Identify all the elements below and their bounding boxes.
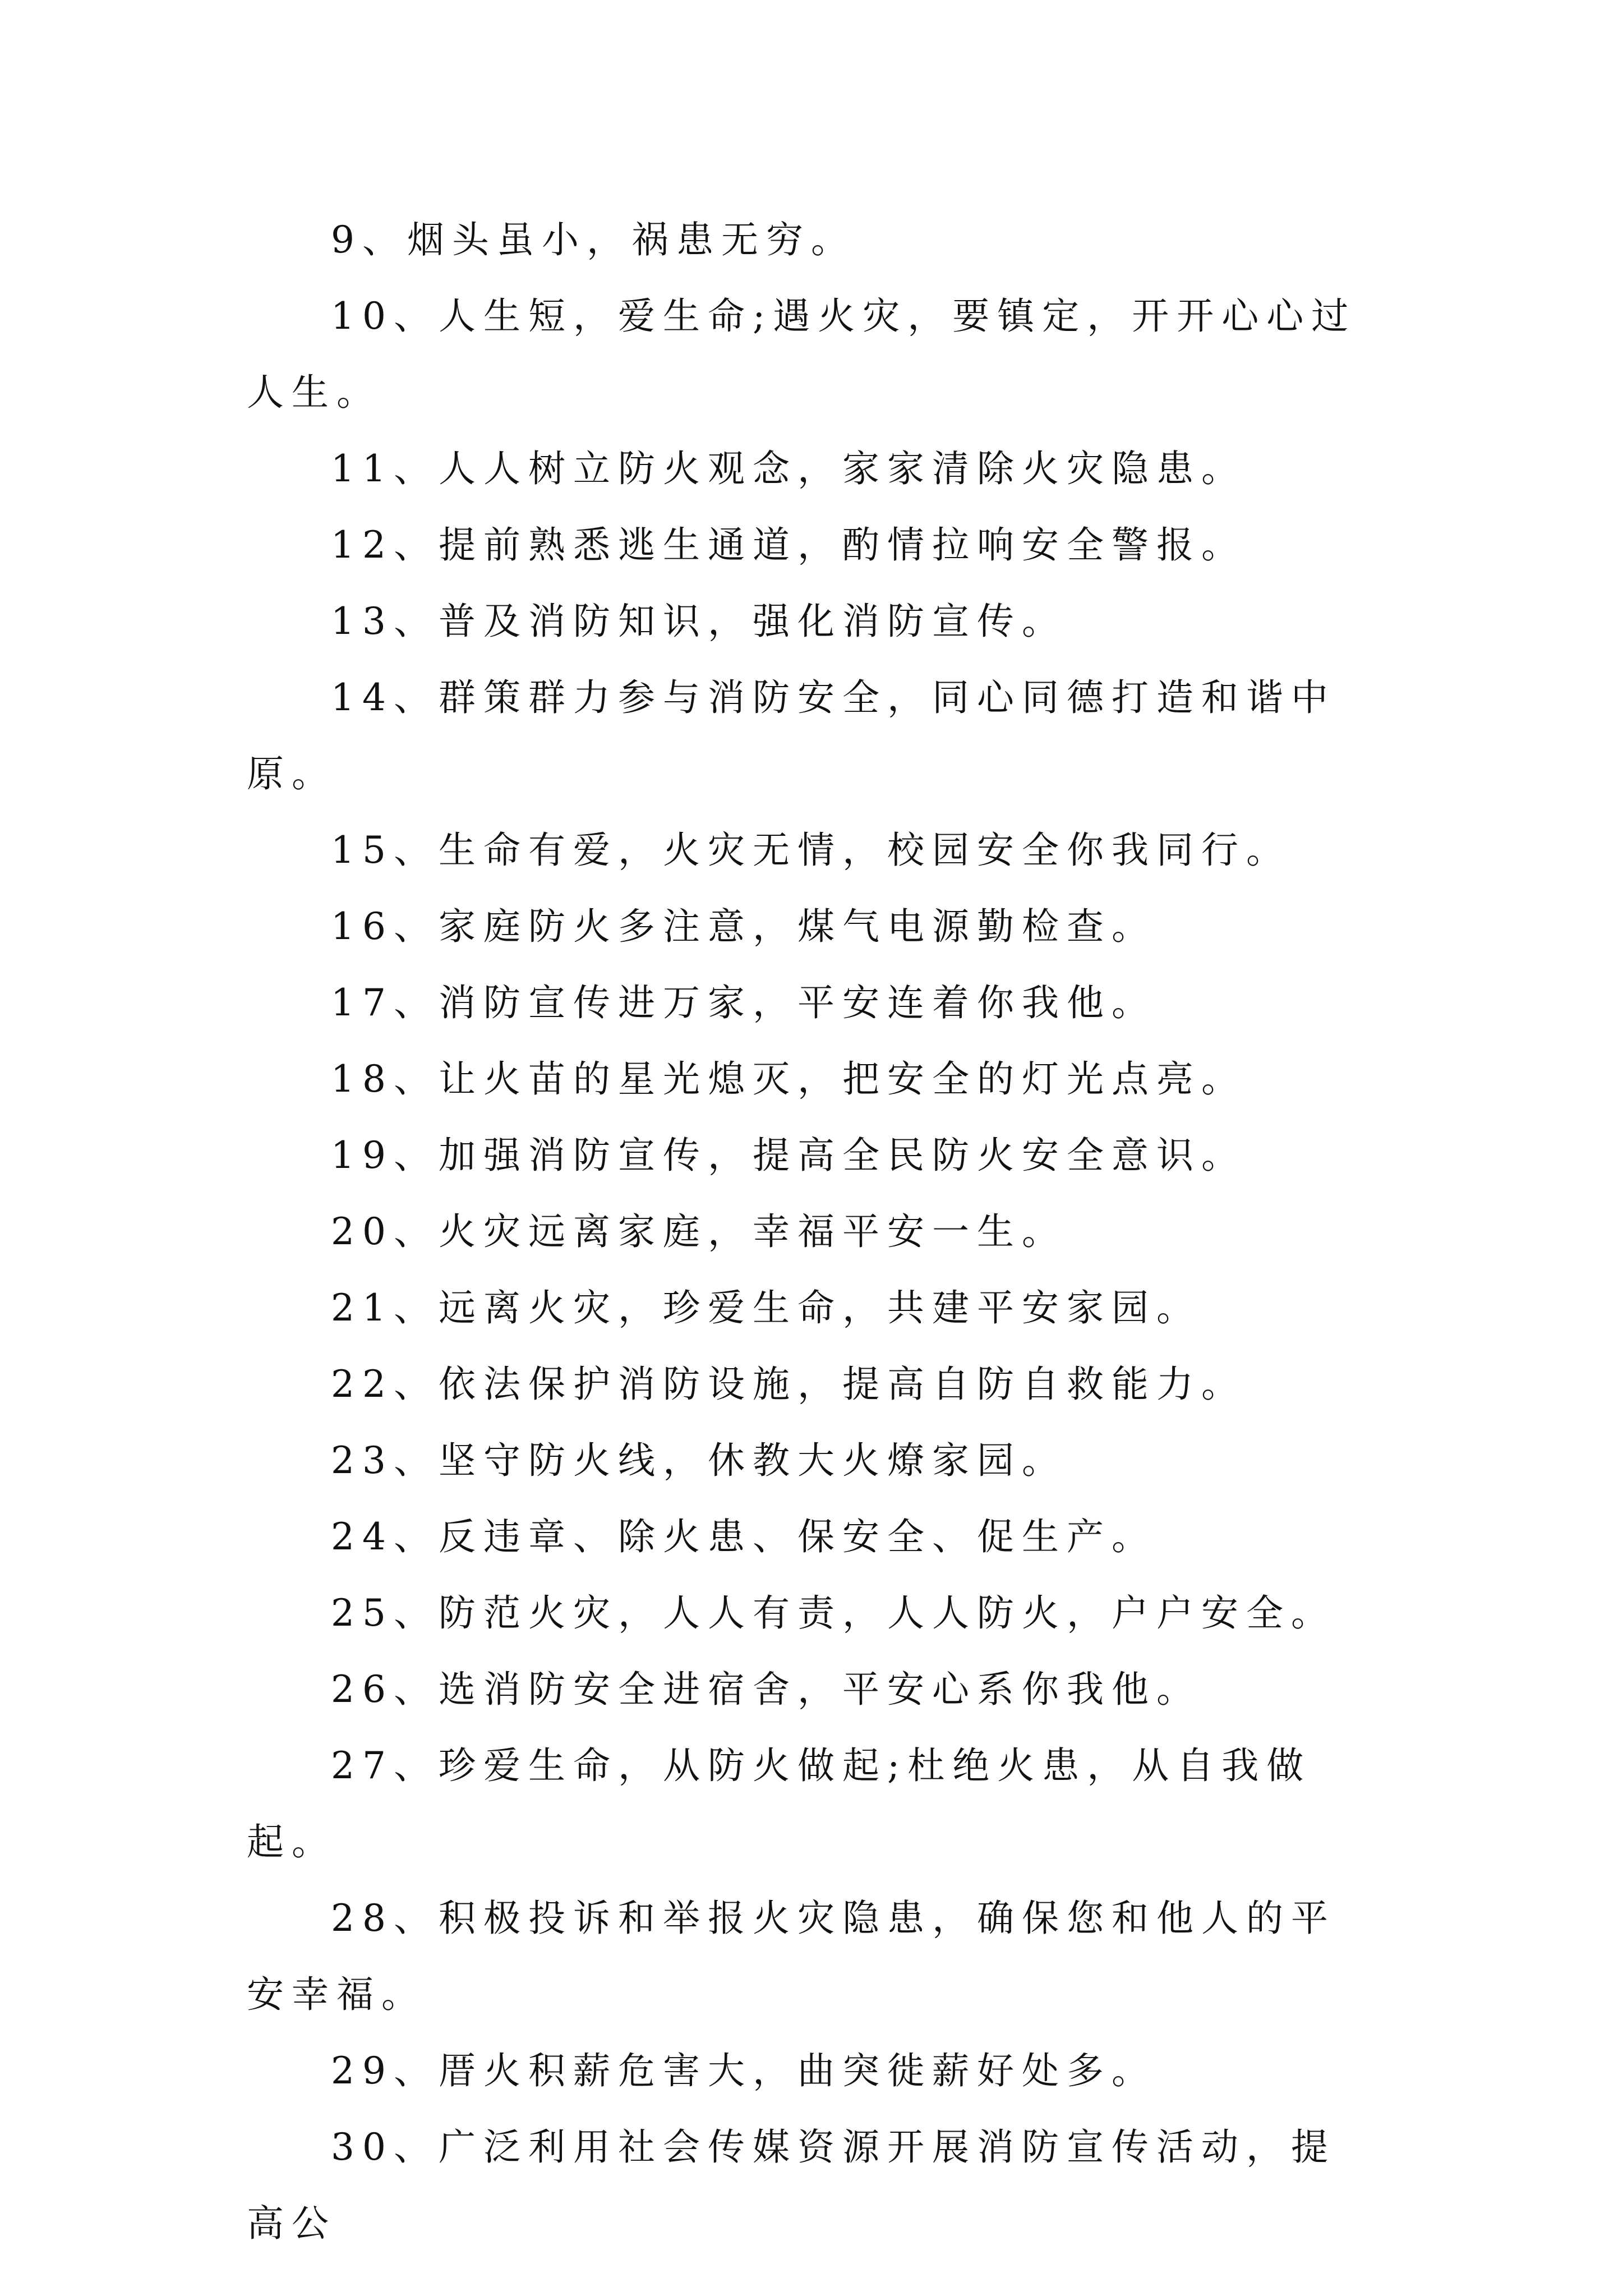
slogan-item: 28、积极投诉和举报火灾隐患，确保您和他人的平安幸福。: [247, 1897, 1336, 2016]
slogan-item: 30、广泛利用社会传媒资源开展消防宣传活动，提高公: [247, 2125, 1336, 2245]
slogan-item: 25、防范火灾，人人有责，人人防火，户户安全。: [331, 1591, 1336, 1635]
document-body: [247, 202, 1380, 2262]
slogan-item: 18、让火苗的星光熄灭，把安全的灯光点亮。: [331, 1057, 1246, 1101]
slogan-item: 12、提前熟悉逃生通道，酌情拉响安全警报。: [331, 523, 1246, 567]
slogan-item: 16、家庭防火多注意，煤气电源勤检查。: [331, 905, 1156, 948]
slogan-item: 11、人人树立防火观念，家家清除火灾隐患。: [331, 447, 1246, 490]
slogan-item: 26、选消防安全进宿舍，平安心系你我他。: [331, 1668, 1201, 1711]
slogan-item: 24、反违章、除火患、保安全、促生产。: [331, 1515, 1156, 1558]
slogan-item: 19、加强消防宣传，提高全民防火安全意识。: [331, 1134, 1246, 1177]
slogan-item: 21、远离火灾，珍爱生命，共建平安家园。: [331, 1286, 1201, 1329]
slogan-item: 29、厝火积薪危害大，曲突徙薪好处多。: [331, 2049, 1156, 2092]
slogan-item: 15、生命有爱，火灾无情，校园安全你我同行。: [331, 829, 1291, 872]
slogan-item: 27、珍爱生命，从防火做起;杜绝火患，从自我做起。: [247, 1744, 1312, 1864]
slogan-item: 22、依法保护消防设施，提高自防自救能力。: [331, 1363, 1246, 1406]
slogan-item: 10、人生短，爱生命;遇火灾，要镇定，开开心心过人生。: [247, 295, 1357, 414]
slogan-item: 14、群策群力参与消防安全，同心同德打造和谐中原。: [247, 676, 1336, 795]
slogan-item: 13、普及消防知识，强化消防宣传。: [331, 600, 1067, 643]
slogan-item: 17、消防宣传进万家，平安连着你我他。: [331, 981, 1156, 1024]
slogan-item: 23、坚守防火线，休教大火燎家园。: [331, 1439, 1067, 1482]
slogan-item: 9、烟头虽小，祸患无穷。: [331, 218, 856, 261]
slogan-item: 20、火灾远离家庭，幸福平安一生。: [331, 1210, 1067, 1253]
